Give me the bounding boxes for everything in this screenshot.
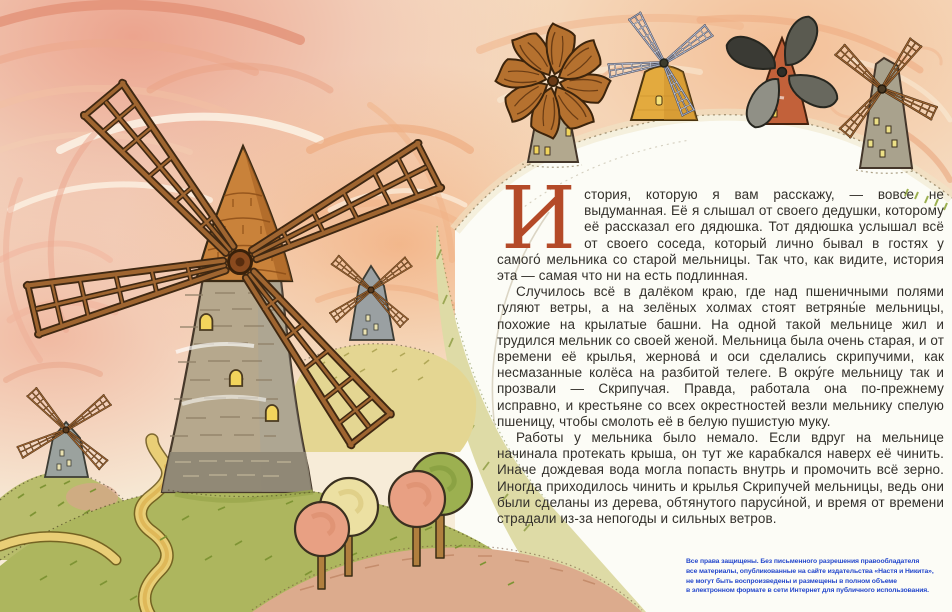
- story-paragraph-2: Случилось всё в далёком краю, где над пшеничными полями гуляют ветры, а на зелёных холмах стоят ветряны́е мельницы, похожие на крылатые башни. На одной такой мельнице жил и трудился мельник со своей женой. Мельница была очень старая, и от времени её крылья, жернова́ и оси сделались скрипучими, как несмазанные колёса на разбитой телеге. В окру́ге мельницу так и прозвали — Скрипучая. Правда, работала она по-прежнему исправно, и крестьяне со всех окрестностей везли мельнику спелую пшеницу, чтобы смолоть её в белую пушистую муку.: [497, 284, 944, 429]
- drop-cap-letter: И: [501, 169, 577, 269]
- copyright-line-3: не могут быть воспроизведены и размещены в полном объеме: [686, 577, 897, 585]
- copyright-line-4: в электронном формате в сети Интернет для публичного использования.: [686, 587, 929, 595]
- story-paragraph-1: [497, 169, 944, 284]
- copyright-line-1: Все права защищены. Без письменного разрешения правообладателя: [686, 558, 920, 565]
- copyright-line-2: все материалы, опубликованные на сайте издательства «Настя и Никита»,: [686, 567, 934, 575]
- copyright-notice: [686, 557, 952, 596]
- main-windmill-hub-center: [236, 258, 245, 267]
- story-paragraph-3: Работы у мельника было немало. Если вдруг на мельнице начинала протекать крыша, он тут же карабкался наверх её чинить. Иначе дождевая вода могла попасть внутрь и промочить всё зерно. Иногда приходилось чинить и крылья Скрипучей мельницы, ведь они были сделаны из дерева, обтянутого паруси́ной, и время от времени страдали из-за непогоды и сильных ветров.: [497, 430, 944, 527]
- story-text-block: [497, 169, 944, 527]
- paragraph-1-text: стория, которую я вам расскажу, — вовсе не выдуманная. Её я слышал от своего дедушки, которому её рассказал его дядюшка. Тот дядюшка услышал всё от своего соседа, который лично бывал в гостях у самого́ мельника со старой мельницы. Так что, как видите, история эта — самая что ни на есть подлинная.: [497, 187, 944, 284]
